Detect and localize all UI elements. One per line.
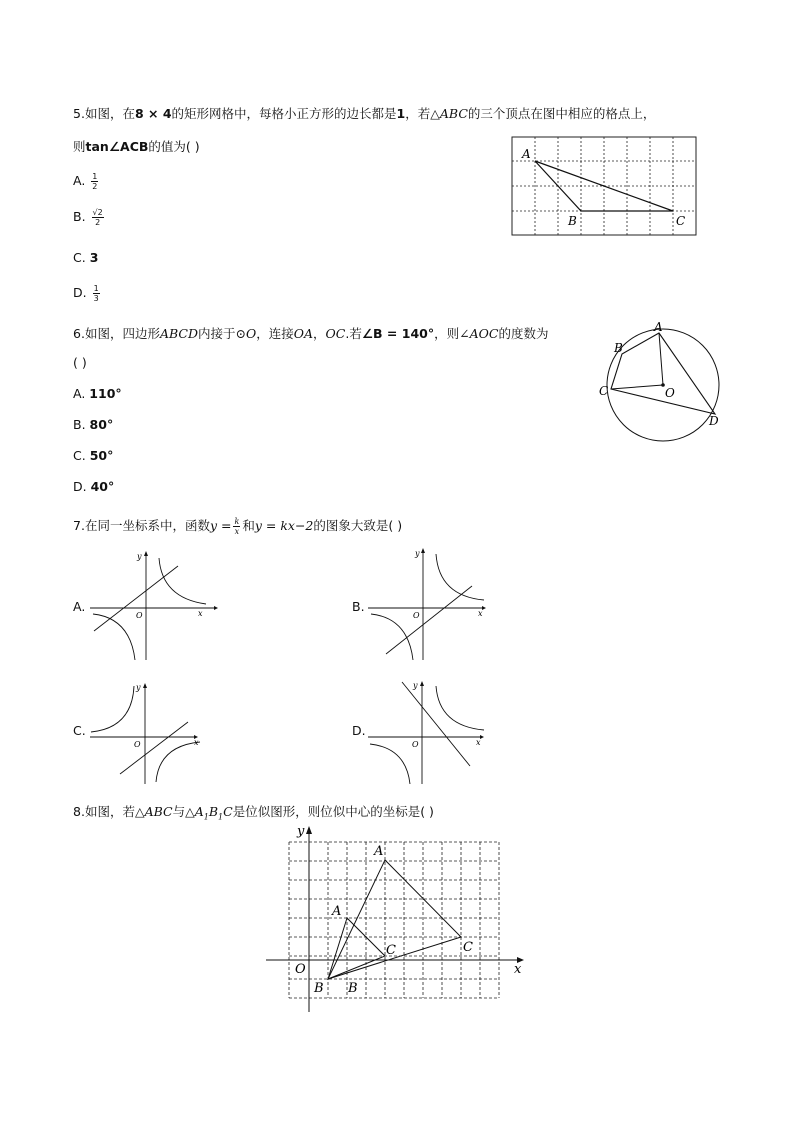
fraction-denominator: 2 <box>92 182 98 191</box>
vertex-label-c: C <box>676 214 686 228</box>
line-graph <box>94 566 178 631</box>
q5-stem-line2-suffix: 的值为( ) <box>148 139 200 154</box>
q7-function-1: y = <box>209 518 232 533</box>
x-axis-arrow <box>480 735 484 739</box>
q5-stem-text-4: 的三个顶点在图中相应的格点上， <box>467 106 656 121</box>
y-axis-arrow <box>420 681 424 686</box>
q8-stem-text: 如图，若 <box>84 804 135 819</box>
subscript: 1 <box>218 812 224 822</box>
x-axis-arrow <box>214 606 218 610</box>
q5-stem-text-2: 的矩形网格中，每格小正方形的边长都是 <box>171 106 397 121</box>
q6-angle-aoc: ∠AOC <box>459 326 499 341</box>
q7-function-2: y = kx−2 <box>254 518 314 533</box>
x-axis-label: x <box>194 738 199 747</box>
option-value: 80° <box>89 417 114 432</box>
vertex-label-c: C <box>599 384 609 398</box>
x-axis-label: x <box>476 738 481 747</box>
option-value: 3 <box>89 250 99 265</box>
q8-triangle-2 <box>185 804 233 822</box>
hyperbola-branch-1 <box>91 686 134 732</box>
q6-quad-name: ABCD <box>159 326 198 341</box>
q5-triangle-name: △ABC <box>430 106 468 121</box>
q8-triangle-2-a: △A <box>185 804 204 819</box>
origin-label: O <box>413 611 420 620</box>
q7-stem-text-2: 和 <box>242 518 255 533</box>
vertex-label-b1: B <box>314 981 324 996</box>
y-axis-arrow <box>306 826 312 834</box>
q6-stem-line2: ( ) <box>73 355 87 370</box>
vertex-label-b: B <box>348 981 358 996</box>
fraction-denominator: 2 <box>95 218 101 227</box>
hyperbola-branch-2 <box>156 742 200 782</box>
origin-label: O <box>412 740 419 749</box>
q6-circle-name: ⊙O <box>235 326 257 341</box>
line-graph <box>386 586 472 654</box>
y-axis-arrow <box>421 548 425 553</box>
fraction-denominator: 3 <box>93 294 99 303</box>
hyperbola-branch-1 <box>436 554 484 600</box>
option-label: D. <box>73 285 87 300</box>
q7-option-c-label[interactable]: C. <box>73 723 86 738</box>
q6-circle-figure <box>595 318 725 448</box>
subscript: 1 <box>203 812 209 822</box>
q6-option-d[interactable] <box>73 479 114 494</box>
y-axis-label: y <box>415 549 420 558</box>
segment-oc <box>611 385 663 389</box>
q7-graph-b[interactable] <box>366 548 496 663</box>
q6-stem-text-6: 的度数为 <box>498 326 549 341</box>
q7-stem <box>73 516 402 536</box>
q7-graph-a[interactable] <box>88 548 218 663</box>
q6-segment-oa: OA <box>293 326 314 341</box>
q6-angle-b: ∠B = 140° <box>361 326 435 341</box>
y-axis-label: y <box>297 824 305 839</box>
fraction <box>91 172 98 191</box>
q5-side-length: 1 <box>396 106 406 121</box>
option-label: C. <box>73 448 86 463</box>
q5-grid-figure <box>505 132 700 240</box>
fraction-numerator: k <box>234 517 240 526</box>
q5-stem-line1 <box>73 104 655 122</box>
q5-stem-line2 <box>73 137 200 155</box>
hyperbola-branch-1 <box>436 686 484 730</box>
y-axis-label: y <box>136 683 141 692</box>
fraction <box>92 208 104 227</box>
x-axis-label: x <box>198 609 203 618</box>
fraction-numerator: 1 <box>93 284 99 293</box>
q6-stem-text: 如图，四边形 <box>84 326 160 341</box>
option-label: A. <box>73 386 86 401</box>
q8-triangle-2-c: C <box>223 804 233 819</box>
q7-stem-text: 在同一坐标系中，函数 <box>84 518 210 533</box>
hyperbola-branch-2 <box>370 744 410 784</box>
q6-stem-text-3: ，连接 <box>256 326 294 341</box>
q5-stem-text: 如图，在 <box>84 106 135 121</box>
x-axis-label: x <box>478 609 483 618</box>
option-label: B. <box>73 417 86 432</box>
fraction <box>233 517 240 536</box>
vertex-label-a1: A <box>332 904 342 919</box>
q8-stem-text-2: 与 <box>172 804 186 819</box>
option-value: 110° <box>89 386 122 401</box>
y-axis-label: y <box>413 681 418 690</box>
vertex-label-a: A <box>374 844 384 859</box>
y-axis-arrow <box>144 551 148 556</box>
q8-stem-text-3: 是位似图形，则位似中心的坐标是( ) <box>232 804 434 819</box>
option-label: C. <box>73 250 86 265</box>
origin-label: O <box>136 611 143 620</box>
option-value: 40° <box>90 479 115 494</box>
q5-option-a[interactable] <box>73 172 100 191</box>
fraction <box>93 284 100 303</box>
quadrilateral-abcd <box>611 333 715 414</box>
q8-grid-figure <box>262 820 532 1015</box>
q6-option-b[interactable] <box>73 417 113 432</box>
vertex-label-b: B <box>568 214 577 228</box>
q7-stem-text-3: 的图象大致是( ) <box>313 518 403 533</box>
q6-stem-line1 <box>73 324 548 342</box>
y-axis-arrow <box>143 683 147 688</box>
x-axis-label: x <box>514 962 522 977</box>
q8-triangle-2-b: B <box>208 804 219 819</box>
q6-number: 6. <box>73 326 85 341</box>
q7-graph-d[interactable] <box>366 678 496 788</box>
q7-option-d-label[interactable]: D. <box>352 723 366 738</box>
vertex-label-a: A <box>654 320 663 334</box>
x-axis-arrow <box>482 606 486 610</box>
q8-stem <box>73 802 434 822</box>
q7-graph-c[interactable] <box>88 678 218 788</box>
q5-option-d[interactable] <box>73 284 102 303</box>
option-value: 50° <box>89 448 114 463</box>
q6-option-a[interactable] <box>73 386 122 401</box>
q7-number: 7. <box>73 518 85 533</box>
option-label: B. <box>73 209 86 224</box>
q6-stem-text-2: 内接于 <box>197 326 236 341</box>
q5-stem-text-3: ，若 <box>405 106 431 121</box>
q6-segment-oc: OC <box>325 326 346 341</box>
option-label: D. <box>73 479 87 494</box>
y-axis-label: y <box>137 552 142 561</box>
q6-option-c[interactable] <box>73 448 113 463</box>
fraction-numerator: √2 <box>92 208 103 217</box>
fraction-numerator: 1 <box>92 172 98 181</box>
hyperbola-branch-1 <box>159 558 206 604</box>
q8-triangle-1: △ABC <box>134 804 173 819</box>
origin-label: O <box>295 962 306 977</box>
q5-option-b[interactable] <box>73 208 106 227</box>
center-label-o: O <box>665 386 675 400</box>
option-label: A. <box>73 173 86 188</box>
q7-option-b-label[interactable]: B. <box>352 599 365 614</box>
q5-grid-size: 8 × 4 <box>134 106 172 121</box>
vertex-label-a: A <box>522 147 531 161</box>
vertex-label-d: D <box>709 414 719 428</box>
q6-stem-text-4: .若 <box>345 326 362 341</box>
hyperbola-branch-2 <box>371 614 413 660</box>
q5-tan-expression: tan∠ACB <box>85 139 149 154</box>
origin-label: O <box>134 740 141 749</box>
q5-stem-line2-prefix: 则 <box>73 139 86 154</box>
fraction-denominator: x <box>234 527 240 536</box>
vertex-label-c1: C <box>386 943 396 958</box>
q6-comma: ， <box>313 326 326 341</box>
q5-number: 5. <box>73 106 85 121</box>
q5-option-c[interactable] <box>73 250 98 265</box>
q7-option-a-label[interactable]: A. <box>73 599 86 614</box>
grid-lines <box>289 842 499 998</box>
vertex-label-c: C <box>463 940 473 955</box>
q6-stem-text-5: ，则 <box>434 326 460 341</box>
vertex-label-b: B <box>614 341 623 355</box>
segment-oa <box>659 333 663 385</box>
q8-number: 8. <box>73 804 85 819</box>
hyperbola-branch-2 <box>93 614 135 660</box>
